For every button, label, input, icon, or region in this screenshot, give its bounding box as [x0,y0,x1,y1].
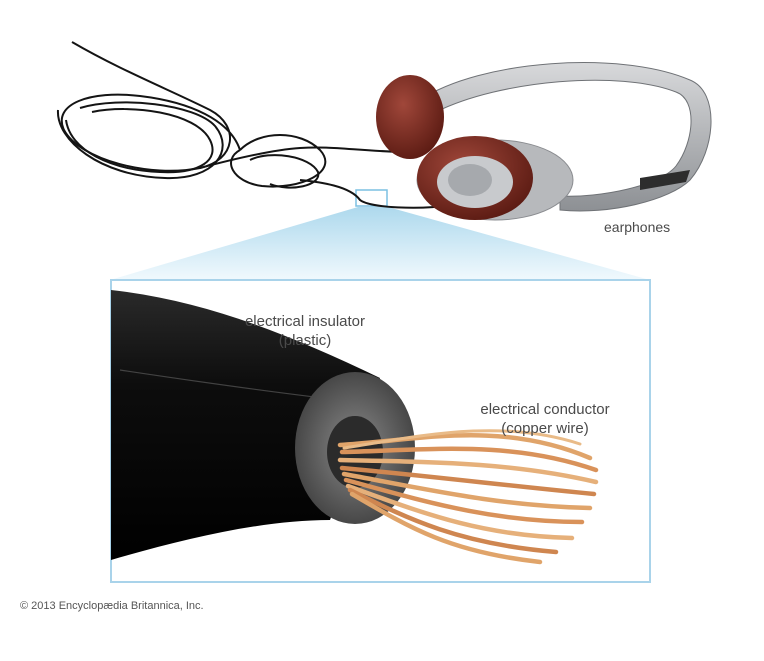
conductor-label [450,400,640,438]
conductor-label-line2: (copper wire) [501,420,589,437]
copyright-notice: © 2013 Encyclopædia Britannica, Inc. [20,600,204,612]
insulator-label-line1: electrical insulator [244,313,366,330]
conductor-label-line1: electrical conductor [480,401,610,418]
zoom-projection [110,207,650,280]
earphones-label: earphones [604,219,671,235]
ear-pad-back [376,75,444,159]
insulator-label [238,312,372,350]
insulator-label-line2: (plastic) [278,332,332,349]
